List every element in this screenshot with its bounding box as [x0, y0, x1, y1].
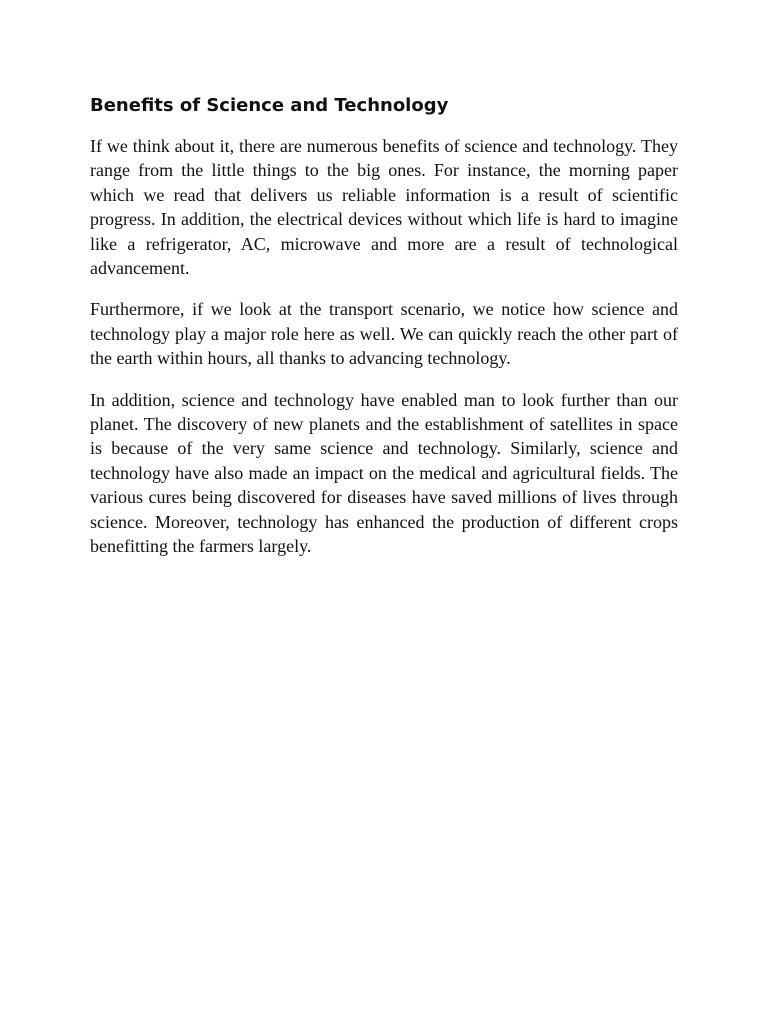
paragraph-3: In addition, science and technology have enabled man to look further than our planet. The discovery of new planets and the establishment of satellites in space is because of the very same science and technology. Similarly, science and technology have also made an impact on the medical and agricultural fields. The various cures being discovered for diseases have saved millions of lives through science. Moreover, technology has enhanced the production of different crops benefitting the farmers largely.: [90, 389, 678, 557]
paragraph-1: If we think about it, there are numerous benefits of science and technology. They range from the little things to the big ones. For instance, the morning paper which we read that delivers us reliable information is a result of scientific progress. In addition, the electrical devices without which life is hard to imagine like a refrigerator, AC, microwave and more are a result of technological advancement.: [90, 136, 678, 279]
document-body: [90, 93, 678, 576]
document-title: Benefits of Science and Technology: [90, 95, 449, 116]
paragraph-2: Furthermore, if we look at the transport scenario, we notice how science and technology play a major role here as well. We can quickly reach the other part of the earth within hours, all thanks to advancing technology.: [90, 299, 678, 369]
